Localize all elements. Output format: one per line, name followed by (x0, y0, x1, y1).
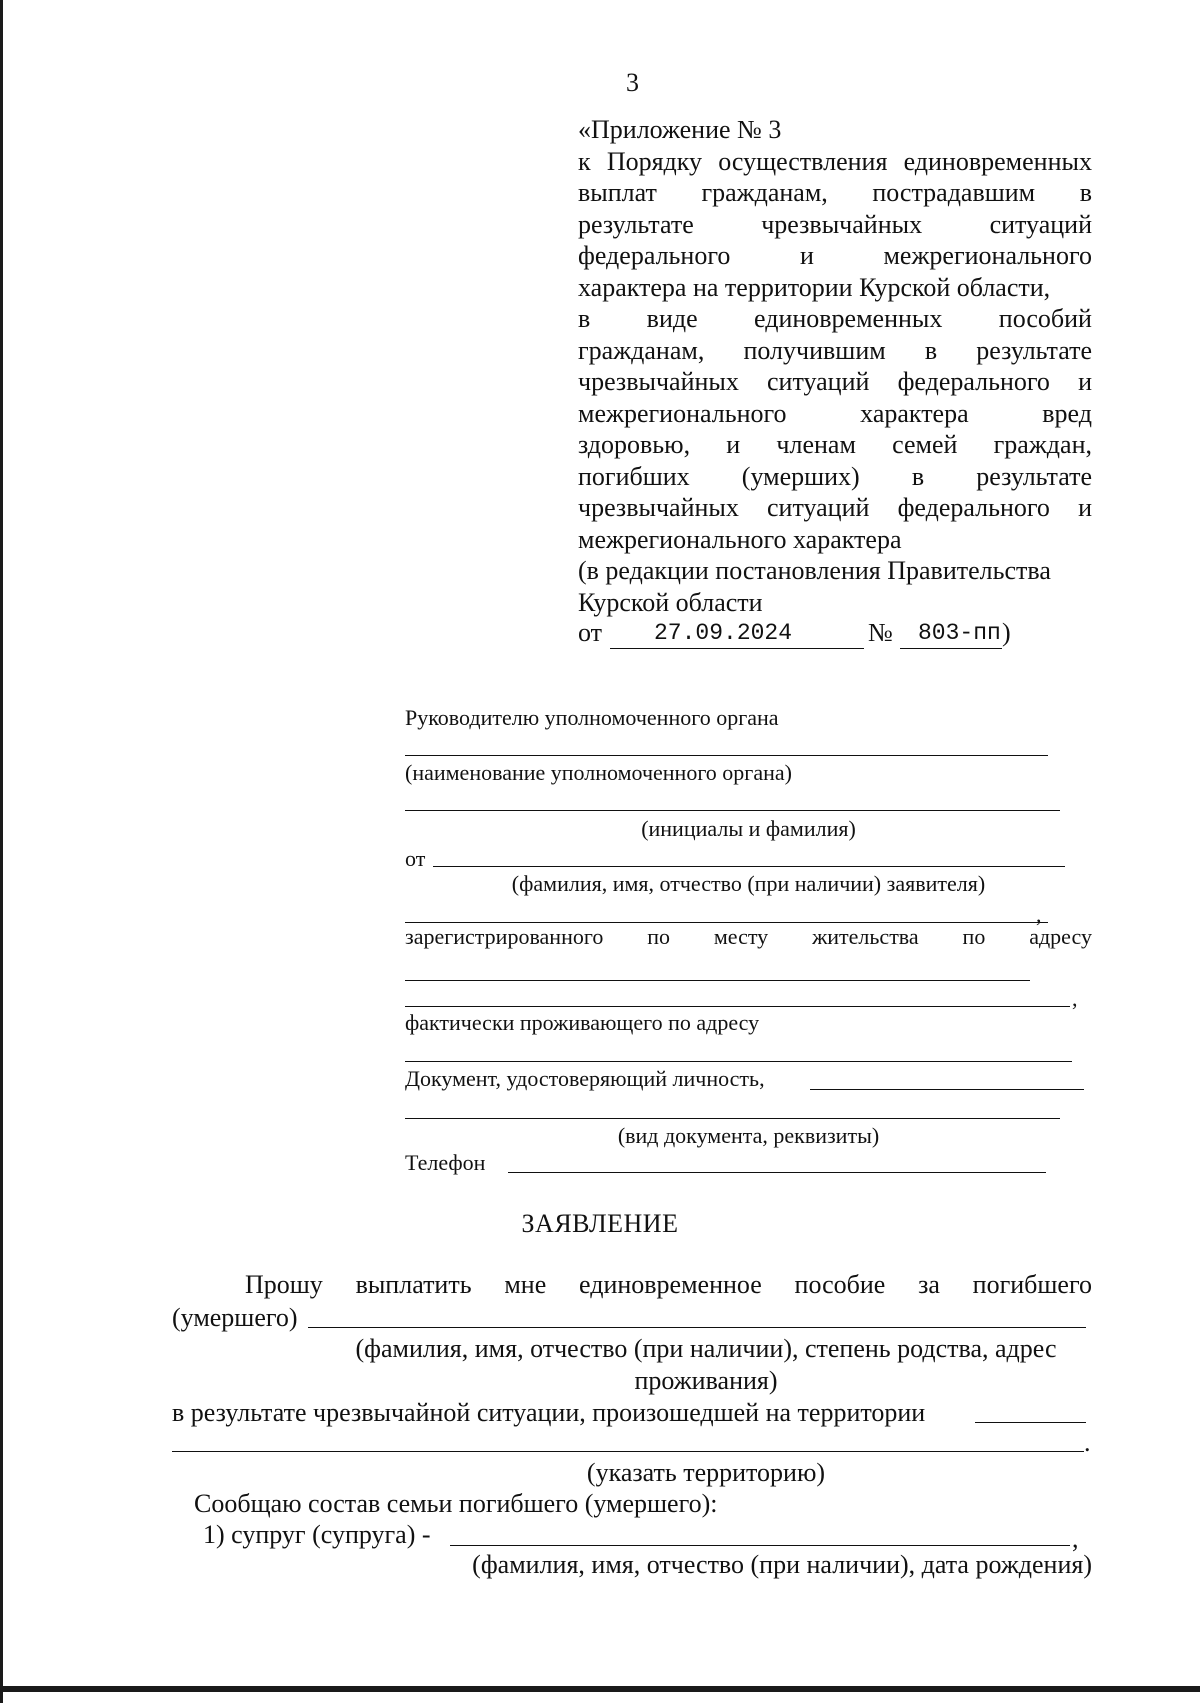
actual-address-label: фактически проживающего по адресу (405, 1010, 760, 1035)
appendix-line (578, 461, 1092, 493)
registered-word: по (962, 924, 986, 949)
decree-number: 803-пп (918, 620, 1001, 646)
word: межрегионального (578, 398, 787, 428)
decree-number-label: № (868, 618, 893, 647)
word: здоровью, (578, 430, 691, 459)
word: и (799, 241, 814, 270)
spouse-label: 1) супруг (супруга) - (203, 1520, 431, 1549)
word: ситуаций (989, 209, 1092, 239)
deceased-caption-2: проживания) (634, 1366, 778, 1395)
word: погибших (578, 461, 690, 491)
spouse-name-line[interactable] (450, 1545, 1070, 1546)
word: пострадавшим (872, 178, 1036, 207)
period: . (1084, 1428, 1091, 1457)
family-composition-text: Сообщаю состав семьи погибшего (умершего): (194, 1489, 718, 1518)
scan-bottom-edge (0, 1686, 1200, 1692)
territory-line[interactable] (172, 1451, 1084, 1452)
word: в (924, 335, 938, 365)
appendix-line: «Приложение № 3 (578, 115, 782, 144)
decree-date-underline (610, 648, 864, 649)
word: характера (860, 398, 969, 428)
word: и (1078, 367, 1092, 396)
word: (умерших) (741, 461, 860, 491)
registered-address-label (405, 924, 1092, 950)
appendix-line (578, 177, 1092, 209)
registered-word: зарегистрированного (405, 924, 604, 949)
word: граждан, (993, 430, 1092, 459)
appendix-line: (в редакции постановления Правительства (578, 556, 1051, 585)
word: результате (976, 461, 1092, 491)
request-word: единовременное (579, 1270, 762, 1299)
comma: , (1072, 986, 1078, 1011)
request-line (245, 1270, 1092, 1300)
decree-close-paren: ) (1002, 618, 1011, 647)
word: Порядку (606, 146, 703, 176)
word: федерального (897, 493, 1050, 522)
appendix-header (578, 114, 1092, 652)
appendix-line (578, 146, 1092, 178)
word: пособий (998, 304, 1092, 333)
word: в (578, 304, 591, 333)
deceased-label: (умершего) (172, 1303, 298, 1332)
phone-line[interactable] (508, 1172, 1046, 1173)
appendix-line (578, 366, 1092, 398)
phone-label: Телефон (405, 1150, 486, 1175)
decree-number-underline (900, 648, 1002, 649)
word: чрезвычайных (578, 493, 739, 522)
org-name-line[interactable] (405, 755, 1048, 756)
appendix-line (578, 303, 1092, 335)
appendix-line: Курской области (578, 587, 763, 617)
word: в (1079, 178, 1092, 207)
appendix-line (578, 335, 1092, 367)
applicant-from-label: от (405, 846, 426, 871)
word: виде (646, 304, 698, 333)
word: гражданам, (578, 335, 705, 365)
registered-word: адресу (1029, 924, 1092, 949)
decree-from-label: от (578, 618, 603, 647)
comma: , (1072, 1524, 1079, 1553)
word: и (1078, 493, 1092, 522)
decree-date: 27.09.2024 (654, 620, 793, 646)
word: федерального (897, 367, 1050, 396)
id-document-label: Документ, удостоверяющий личность, (405, 1066, 765, 1091)
deceased-caption: (фамилия, имя, отчество (при наличии), степень родства, адрес (355, 1334, 1057, 1363)
registered-word: месту (713, 924, 769, 949)
emergency-text: в результате чрезвычайной ситуации, произошедшей на территории (172, 1398, 926, 1427)
request-word: мне (504, 1270, 547, 1299)
actual-address-line[interactable] (405, 1061, 1072, 1062)
appendix-line (578, 429, 1092, 461)
word: единовременных (903, 146, 1092, 176)
word: ситуаций (767, 367, 870, 396)
registered-word: по (647, 924, 670, 949)
head-name-line[interactable] (405, 810, 1060, 811)
head-name-caption: (инициалы и фамилия) (641, 816, 856, 841)
word: результате (976, 335, 1092, 365)
page-number: 3 (626, 68, 639, 97)
registered-word: жительства (812, 924, 919, 949)
appendix-line (578, 398, 1092, 430)
appendix-line (578, 209, 1092, 241)
word: членам (776, 430, 856, 459)
request-word: пособие (794, 1270, 886, 1299)
request-word: погибшего (972, 1270, 1092, 1299)
request-word: Прошу (245, 1270, 323, 1299)
appendix-line: межрегионального характера (578, 524, 902, 554)
appendix-line (578, 492, 1092, 524)
id-document-inline-line[interactable] (810, 1089, 1084, 1090)
word: чрезвычайных (578, 367, 739, 396)
appendix-line: характера на территории Курской области, (578, 272, 1051, 302)
org-name-caption: (наименование уполномоченного органа) (405, 760, 792, 785)
word: межрегионального (883, 241, 1092, 270)
registered-address-line[interactable] (405, 980, 1030, 981)
word: единовременных (754, 304, 943, 333)
request-word: выплатить (355, 1270, 472, 1299)
word: к (578, 146, 591, 176)
appendix-line (578, 240, 1092, 272)
deceased-name-line[interactable] (308, 1327, 1086, 1328)
comma: , (1036, 902, 1042, 927)
territory-caption: (указать территорию) (586, 1458, 826, 1487)
registered-address-line-2[interactable] (405, 1006, 1070, 1007)
decree-reference (578, 618, 1092, 652)
applicant-name-caption: (фамилия, имя, отчество (при наличии) заявителя) (511, 871, 986, 896)
word: результате (578, 209, 694, 239)
scan-left-edge (0, 0, 3, 1703)
word: и (726, 430, 741, 459)
word: осуществления (718, 146, 888, 176)
word: получившим (743, 335, 886, 365)
word: вред (1042, 398, 1092, 428)
id-document-caption: (вид документа, реквизиты) (617, 1123, 880, 1148)
word: федерального (578, 241, 731, 270)
territory-inline-line[interactable] (975, 1422, 1086, 1423)
spouse-caption: (фамилия, имя, отчество (при наличии), дата рождения) (472, 1550, 1092, 1579)
word: выплат (578, 178, 657, 207)
word: ситуаций (767, 493, 870, 522)
statement-title: ЗАЯВЛЕНИЕ (521, 1209, 679, 1238)
applicant-name-line[interactable] (433, 866, 1065, 867)
word: семей (892, 430, 958, 459)
applicant-name-line-2[interactable] (405, 922, 1048, 923)
word: гражданам, (701, 178, 828, 207)
request-word: за (918, 1270, 940, 1299)
id-document-line[interactable] (405, 1118, 1060, 1119)
word: чрезвычайных (761, 209, 923, 239)
word: в (911, 461, 925, 491)
recipient-heading: Руководителю уполномоченного органа (405, 705, 779, 730)
